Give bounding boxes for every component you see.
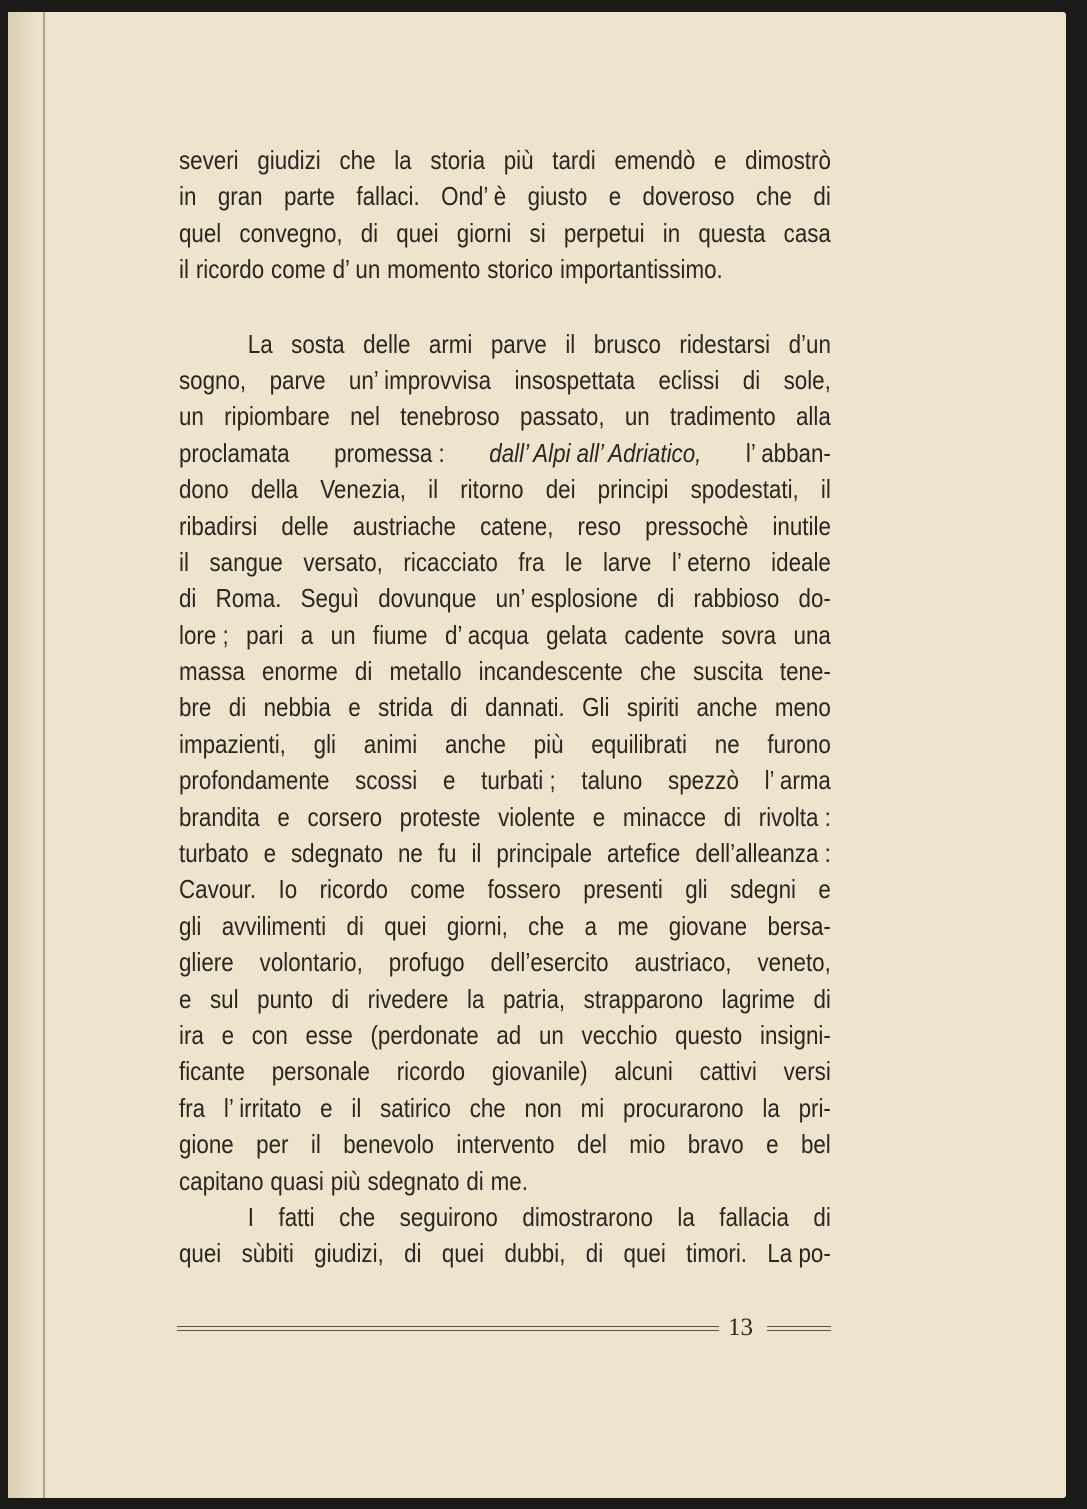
paragraph-2 — [179, 326, 831, 1199]
word: sdegnato — [291, 838, 384, 869]
text-line — [179, 908, 831, 944]
word: me. — [490, 1165, 528, 1196]
word: proclamata — [179, 437, 290, 468]
word: convegno, — [239, 217, 343, 248]
page-footer — [177, 1314, 833, 1346]
word: promessa : — [334, 437, 445, 468]
text-line — [179, 471, 831, 507]
word: versi — [783, 1056, 831, 1087]
word: dell’esercito — [490, 947, 609, 978]
word: taluno — [581, 765, 643, 796]
word: Ond’ è — [441, 181, 507, 212]
word: il — [179, 254, 189, 285]
word: e — [608, 181, 622, 212]
word: lore ; — [179, 619, 229, 650]
word: e — [442, 765, 456, 796]
word: quei — [441, 1238, 485, 1269]
word: intervento — [456, 1129, 555, 1160]
word: Venezia, — [320, 474, 407, 505]
text-line — [179, 981, 831, 1017]
word: equilibrati — [591, 728, 687, 759]
text-line — [179, 544, 831, 580]
word: di — [179, 583, 197, 614]
word: La po- — [767, 1238, 831, 1269]
word: tradimento — [670, 401, 776, 432]
word: volontario, — [259, 947, 363, 978]
word: bersa- — [767, 910, 831, 941]
word: ridestarsi — [679, 328, 771, 359]
word: di — [466, 1165, 484, 1196]
word: fra — [179, 1092, 206, 1123]
word: quei — [179, 1238, 222, 1269]
word: quel — [179, 217, 222, 248]
word: ne — [714, 728, 740, 759]
word: parve — [269, 364, 326, 395]
word: delle — [363, 328, 411, 359]
word: mi — [580, 1092, 605, 1123]
text-line — [179, 1126, 831, 1162]
word: do- — [798, 583, 831, 614]
word: fallacia — [719, 1201, 789, 1232]
word: Io — [278, 874, 298, 905]
word: ricordo — [195, 254, 265, 285]
word: dono — [179, 474, 229, 505]
word: sole, — [783, 364, 831, 395]
word: ricordo — [396, 1056, 466, 1087]
word: sogno, — [179, 364, 247, 395]
page-number: 13 — [728, 1314, 753, 1341]
word: strida — [378, 692, 433, 723]
text-line — [179, 326, 831, 362]
word: brandita — [179, 801, 260, 832]
word: della — [250, 474, 299, 505]
word: violente — [498, 801, 576, 832]
word: fra — [518, 546, 545, 577]
word: rabbioso — [693, 583, 780, 614]
word: di — [813, 983, 831, 1014]
word: me — [617, 910, 649, 941]
word: giovanile) — [491, 1056, 588, 1087]
text-line — [179, 178, 831, 214]
word: e — [348, 692, 361, 723]
word: storia — [430, 145, 486, 175]
word: (perdonate — [370, 1019, 479, 1050]
word: gran — [217, 181, 263, 212]
word: fossero — [487, 874, 561, 905]
word: eclissi — [658, 364, 720, 395]
word: La — [247, 328, 273, 359]
paragraph-gap — [179, 288, 831, 326]
word: sangue — [209, 546, 283, 577]
text-line — [179, 835, 831, 871]
word: a — [584, 910, 598, 941]
word: e — [263, 838, 277, 869]
word: metallo — [389, 656, 462, 687]
word: benevolo — [343, 1129, 434, 1160]
word: un’ improvvisa — [348, 364, 492, 395]
word: ripiombare — [224, 401, 330, 432]
word: dell’alleanza : — [695, 838, 831, 869]
word: vecchio — [581, 1019, 658, 1050]
word: dannati. — [485, 692, 565, 723]
text-line — [179, 689, 831, 725]
word: di — [450, 692, 468, 723]
word: con — [251, 1019, 288, 1050]
word: che — [528, 910, 565, 941]
word: rivolta : — [758, 801, 831, 832]
word: timori. — [686, 1238, 748, 1269]
word: d’un — [788, 328, 831, 359]
word: storico — [487, 254, 554, 285]
paragraph-3 — [179, 1199, 831, 1272]
word: come — [271, 254, 326, 285]
word: alla — [795, 401, 831, 432]
word: bre — [179, 692, 212, 723]
word: un — [538, 1019, 564, 1050]
word: spiriti — [626, 692, 680, 723]
word: capitano — [179, 1165, 264, 1196]
word: delle — [281, 510, 329, 541]
text-line — [179, 1053, 831, 1089]
word: un — [179, 401, 204, 432]
word: ricacciato — [403, 546, 498, 577]
word: dubbi, — [504, 1238, 566, 1269]
word: di — [813, 181, 831, 212]
word: catene, — [480, 510, 554, 541]
word: ad — [496, 1019, 522, 1050]
word: d’ un — [332, 254, 381, 285]
text-line — [179, 580, 831, 616]
word: in — [179, 181, 197, 212]
word: il — [471, 838, 482, 869]
text-line — [179, 508, 831, 544]
text-line — [179, 1199, 831, 1235]
word: reso — [577, 510, 622, 541]
word: giorni — [456, 217, 512, 248]
word: più — [533, 728, 564, 759]
word: procurarono — [623, 1092, 744, 1123]
word: in — [662, 217, 681, 248]
word: la — [466, 983, 485, 1014]
word: Cavour. — [179, 874, 257, 905]
text-line — [179, 398, 831, 434]
word: l’ arma — [764, 765, 831, 796]
word: insospettata — [514, 364, 636, 395]
word: di — [723, 801, 742, 832]
word: ricordo — [319, 874, 388, 905]
paragraph-1 — [179, 142, 831, 288]
text-line — [179, 435, 831, 471]
word: anche — [696, 692, 758, 723]
word: parte — [283, 181, 335, 212]
word: giorni, — [446, 910, 508, 941]
word: corsero — [307, 801, 383, 832]
word: emendò — [614, 145, 696, 175]
word: come — [410, 874, 466, 905]
word: sosta — [291, 328, 345, 359]
word: brusco — [593, 328, 661, 359]
word: una — [793, 619, 831, 650]
word: ritorno — [460, 474, 524, 505]
word: fu — [437, 838, 457, 869]
text-line — [179, 1017, 831, 1053]
word: avvilimenti — [221, 910, 327, 941]
word: dimostrò — [745, 145, 831, 175]
word: un — [624, 401, 650, 432]
word: dovunque — [378, 583, 477, 614]
word: animi — [363, 728, 418, 759]
word: e — [221, 1019, 235, 1050]
text-line — [179, 251, 831, 287]
word: questa — [698, 217, 766, 248]
word: nebbia — [263, 692, 331, 723]
word: principi — [597, 474, 669, 505]
word: sdegnato — [367, 1165, 460, 1196]
word: personale — [271, 1056, 370, 1087]
word: di — [346, 910, 364, 941]
word: giudizi, — [314, 1238, 384, 1269]
word: severi — [179, 145, 239, 175]
word: che — [339, 145, 376, 175]
text-line — [179, 215, 831, 251]
word: ne — [397, 838, 423, 869]
word: e — [320, 1092, 333, 1123]
word: incandescente — [478, 656, 623, 687]
word: turbato — [179, 838, 249, 869]
word: la — [677, 1201, 695, 1232]
word: mio — [629, 1129, 666, 1160]
word: l’ eterno — [671, 546, 751, 577]
word: ficante — [179, 1056, 245, 1087]
word: quei — [623, 1238, 666, 1269]
word: giusto — [527, 181, 588, 212]
word: che — [639, 656, 677, 687]
word: larve — [602, 546, 652, 577]
word: di — [585, 1238, 604, 1269]
footer-rule-right — [767, 1326, 831, 1331]
word: Roma. — [215, 583, 282, 614]
word: fiume — [372, 619, 428, 650]
word: gli — [313, 728, 337, 759]
word: spezzò — [668, 765, 739, 796]
word: sul — [210, 983, 239, 1014]
word: austriaco, — [634, 947, 732, 978]
word: fallaci. — [356, 181, 420, 212]
word: alcuni — [614, 1056, 673, 1087]
word: sovra — [721, 619, 777, 650]
word: un — [330, 619, 356, 650]
word: lagrime — [721, 983, 795, 1014]
word: di — [656, 583, 675, 614]
page-gutter — [8, 12, 44, 1498]
word: e — [766, 1129, 779, 1160]
word: rivedere — [367, 983, 449, 1014]
word: meno — [774, 692, 831, 723]
word: e — [277, 801, 290, 832]
word: presenti — [583, 874, 663, 905]
word: cattivi — [699, 1056, 757, 1087]
word: non — [524, 1092, 562, 1123]
word: minacce — [622, 801, 707, 832]
word: impazienti, — [179, 728, 286, 759]
word: di — [742, 364, 761, 395]
word: massa — [179, 656, 245, 687]
word: quei — [396, 217, 439, 248]
word: dimostrarono — [522, 1201, 653, 1232]
word: di — [360, 217, 379, 248]
word: tene- — [779, 656, 831, 687]
word: versato, — [303, 546, 383, 577]
word: importantissimo. — [559, 254, 723, 285]
word: suscita — [693, 656, 763, 687]
word: giudizi — [257, 145, 321, 175]
word: Seguì — [300, 583, 360, 614]
text-line — [179, 1090, 831, 1126]
word: bravo — [687, 1129, 744, 1160]
word: sdegni — [730, 874, 796, 905]
word: il — [310, 1129, 321, 1160]
word: pressochè — [645, 510, 749, 541]
word: il — [179, 546, 189, 577]
text-line — [179, 142, 831, 178]
word: di — [331, 983, 350, 1014]
word: l’ abban- — [745, 437, 831, 468]
word: a — [300, 619, 314, 650]
word: quei — [384, 910, 427, 941]
word: pari — [246, 619, 284, 650]
word: un’ esplosione — [495, 583, 638, 614]
text-line — [179, 653, 831, 689]
word: profugo — [388, 947, 465, 978]
word: enorme — [261, 656, 338, 687]
word: doveroso — [642, 181, 735, 212]
word: esse — [305, 1019, 353, 1050]
word: la — [762, 1092, 780, 1123]
word: furono — [767, 728, 831, 759]
word: satirico — [380, 1092, 451, 1123]
word: anche — [444, 728, 506, 759]
word: che — [755, 181, 792, 212]
word: gione — [179, 1129, 234, 1160]
word: profondamente — [179, 765, 330, 796]
word: tenebroso — [400, 401, 500, 432]
word: pri- — [798, 1092, 831, 1123]
text-line — [179, 944, 831, 980]
word: spodestati, — [690, 474, 799, 505]
word: d’ acqua — [445, 619, 529, 650]
word: di — [404, 1238, 422, 1269]
word: le — [565, 546, 583, 577]
word: principale — [496, 838, 593, 869]
word: austriache — [352, 510, 456, 541]
word: il — [820, 474, 831, 505]
word: seguirono — [399, 1201, 498, 1232]
word: gli — [179, 910, 202, 941]
word: si — [529, 217, 546, 248]
text-line — [179, 362, 831, 398]
word: gelata — [546, 619, 608, 650]
word: sùbiti — [241, 1238, 294, 1269]
word: del — [577, 1129, 607, 1160]
text-line — [179, 1235, 831, 1271]
word: ideale — [771, 546, 831, 577]
text-line — [179, 726, 831, 762]
word: casa — [783, 217, 831, 248]
word: che — [469, 1092, 506, 1123]
word: e — [713, 145, 727, 175]
word: fatti — [278, 1201, 315, 1232]
word: bel — [800, 1129, 831, 1160]
word: e — [592, 801, 606, 832]
word: ribadirsi — [179, 510, 258, 541]
word: di — [813, 1201, 831, 1232]
word: passato, — [520, 401, 605, 432]
word: più — [330, 1165, 361, 1196]
word: inutile — [772, 510, 831, 541]
word: Gli — [582, 692, 610, 723]
word: gliere — [179, 947, 234, 978]
word: gli — [685, 874, 708, 905]
word: veneto, — [757, 947, 831, 978]
word: artefice — [607, 838, 681, 869]
word: momento — [387, 254, 481, 285]
text-line — [179, 617, 831, 653]
word: quasi — [270, 1165, 324, 1196]
word: parve — [490, 328, 547, 359]
word: il — [351, 1092, 362, 1123]
word: cadente — [624, 619, 705, 650]
word: ira — [179, 1019, 204, 1050]
text-line — [179, 799, 831, 835]
word: nel — [350, 401, 380, 432]
binding-edge — [43, 12, 45, 1498]
word: armi — [428, 328, 473, 359]
word: patria, — [502, 983, 566, 1014]
word: di — [228, 692, 247, 723]
footer-rule-left — [177, 1326, 719, 1331]
word: giovane — [668, 910, 748, 941]
word: perpetui — [563, 217, 645, 248]
word: turbati ; — [481, 765, 556, 796]
word: il — [565, 328, 576, 359]
word: l’ irritato — [223, 1092, 302, 1123]
word: insigni- — [759, 1019, 831, 1050]
text-line — [179, 762, 831, 798]
word: che — [339, 1201, 376, 1232]
body-text — [179, 142, 831, 1272]
text-line — [179, 871, 831, 907]
word: proteste — [399, 801, 481, 832]
word: scossi — [355, 765, 418, 796]
word: questo — [675, 1019, 743, 1050]
word: dei — [545, 474, 576, 505]
text-line — [179, 1163, 831, 1199]
word: punto — [257, 983, 314, 1014]
word: strapparono — [583, 983, 704, 1014]
word: e — [179, 983, 192, 1014]
word: di — [354, 656, 373, 687]
word: il — [428, 474, 439, 505]
word: per — [256, 1129, 289, 1160]
word: dall’ Alpi all’ Adriatico, — [489, 437, 702, 468]
word: tardi — [552, 145, 596, 175]
word: più — [503, 145, 534, 175]
word: la — [394, 145, 412, 175]
word: e — [818, 874, 831, 905]
word: I — [247, 1201, 255, 1232]
